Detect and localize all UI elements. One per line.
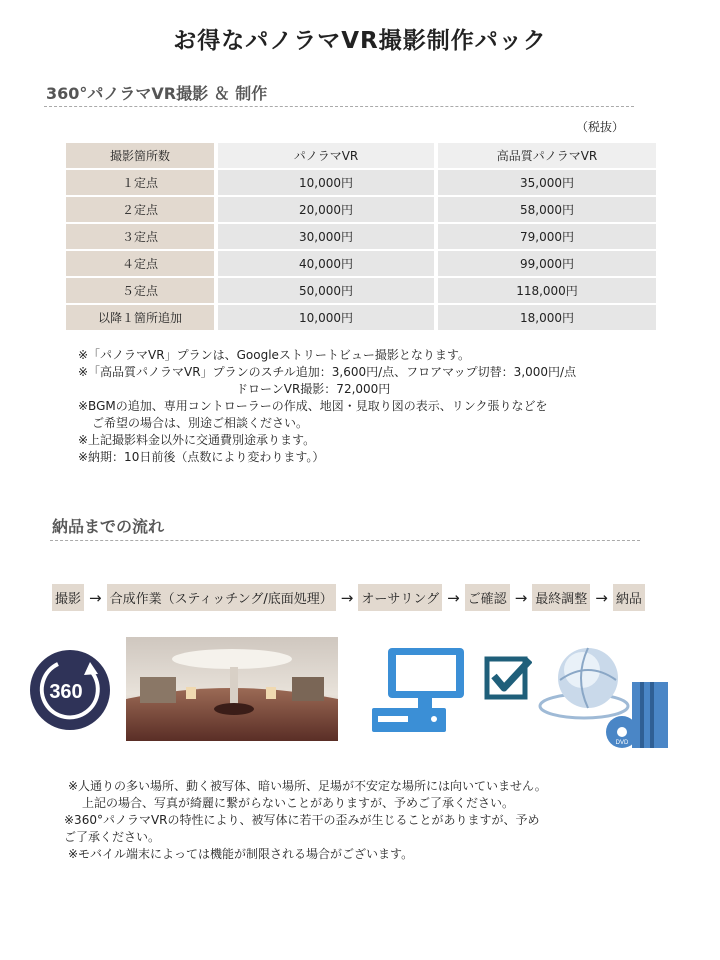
note-line: ※360°パノラマVRの特性により、被写体に若干の歪みが生じることがありますが、予め xyxy=(64,813,540,827)
dvd-case-icon xyxy=(604,680,672,752)
flow-step: 最終調整 xyxy=(532,584,590,611)
note-line: 上記の場合、写真が綺麗に繋がらないことがありますが、予めご了承ください。 xyxy=(82,796,515,810)
table-cell: 79,000円 xyxy=(438,224,656,249)
note-line: ※BGMの追加、専用コントローラーの作成、地図・見取り図の表示、リンク張りなどを xyxy=(78,399,548,413)
dvd-label: DVD xyxy=(615,740,629,746)
table-cell: 30,000円 xyxy=(218,224,434,249)
badge-360-text: 360 xyxy=(49,681,83,703)
table-cell: 40,000円 xyxy=(218,251,434,276)
table-row xyxy=(66,197,656,222)
flow-step: オーサリング xyxy=(358,584,442,611)
note-line: ※納期：10日前後（点数により変わります。） xyxy=(78,450,325,464)
column-header: パノラマVR xyxy=(218,143,434,168)
page-title: お得なパノラマVR撮影制作パック xyxy=(173,28,547,54)
check-box-icon xyxy=(484,654,532,702)
caution-notes xyxy=(64,778,547,863)
pricing-notes xyxy=(78,347,576,466)
table-cell: 10,000円 xyxy=(218,170,434,195)
table-cell: 118,000円 xyxy=(438,278,656,303)
table-cell: 18,000円 xyxy=(438,305,656,330)
note-line: ※人通りの多い場所、動く被写体、暗い場所、足場が不安定な場所には向いていません。 xyxy=(68,779,547,793)
section-heading-pricing: 360°パノラマVR撮影 ＆ 制作 xyxy=(46,84,268,103)
delivery-flow xyxy=(52,584,645,611)
flow-step: 納品 xyxy=(613,584,645,611)
section-heading-flow: 納品までの流れ xyxy=(52,517,165,536)
section-divider xyxy=(50,540,640,541)
arrow-right-icon: → xyxy=(447,588,460,607)
table-cell: 20,000円 xyxy=(218,197,434,222)
price-table xyxy=(66,141,656,332)
table-row xyxy=(66,278,656,303)
flow-step: ご確認 xyxy=(465,584,510,611)
note-line: ※モバイル端末によっては機能が制限される場合がございます。 xyxy=(68,847,414,861)
panorama-360-icon xyxy=(28,648,112,732)
column-header: 撮影箇所数 xyxy=(66,143,214,168)
flow-step: 合成作業（スティッチング/底面処理） xyxy=(107,584,336,611)
note-line: ご了承ください。 xyxy=(64,830,161,844)
table-cell: 50,000円 xyxy=(218,278,434,303)
note-line: ※上記撮影料金以外に交通費別途承ります。 xyxy=(78,433,316,447)
table-cell: １定点 xyxy=(66,170,214,195)
table-header-row xyxy=(66,143,656,168)
tax-note: （税抜） xyxy=(576,120,625,134)
note-line: ドローンVR撮影：72,000円 xyxy=(236,382,391,396)
arrow-right-icon: → xyxy=(89,588,102,607)
table-cell: 35,000円 xyxy=(438,170,656,195)
note-line: ご希望の場合は、別途ご相談ください。 xyxy=(92,416,309,430)
table-cell: ４定点 xyxy=(66,251,214,276)
note-line: ※「パノラマVR」プランは、Googleストリートビュー撮影となります。 xyxy=(78,348,470,362)
table-row xyxy=(66,170,656,195)
table-row xyxy=(66,251,656,276)
table-cell: 以降１箇所追加 xyxy=(66,305,214,330)
table-cell: ２定点 xyxy=(66,197,214,222)
computer-monitor-icon xyxy=(370,646,466,734)
arrow-right-icon: → xyxy=(514,588,528,607)
table-row xyxy=(66,224,656,249)
panorama-photo xyxy=(126,637,338,741)
table-cell: ５定点 xyxy=(66,278,214,303)
table-cell: 99,000円 xyxy=(438,251,656,276)
table-cell: 10,000円 xyxy=(218,305,434,330)
table-cell: ３定点 xyxy=(66,224,214,249)
arrow-right-icon: → xyxy=(595,588,608,607)
table-cell: 58,000円 xyxy=(438,197,656,222)
section-divider xyxy=(44,106,634,107)
table-row xyxy=(66,305,656,330)
column-header: 高品質パノラマVR xyxy=(438,143,656,168)
flow-step: 撮影 xyxy=(52,584,84,611)
arrow-right-icon: → xyxy=(340,588,354,607)
note-line: ※「高品質パノラマVR」プランのスチル追加：3,600円/点、フロアマップ切替：3,000円/点 xyxy=(78,365,577,379)
